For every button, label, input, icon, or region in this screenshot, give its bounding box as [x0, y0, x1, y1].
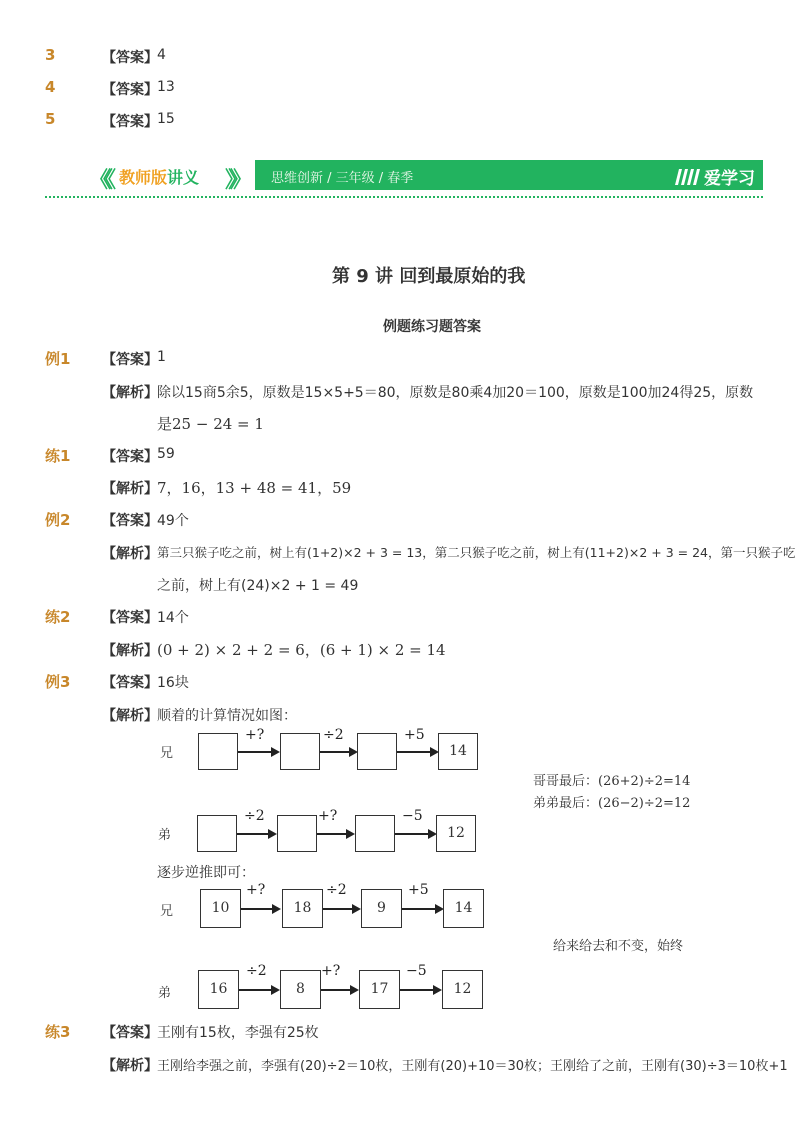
operation-label: +? — [321, 963, 341, 979]
operation-label: +? — [245, 727, 265, 743]
answer-value: 1 — [157, 349, 166, 365]
item-label: 例1 — [45, 350, 71, 368]
younger-label: 弟 — [158, 986, 172, 1001]
operation-label: ÷2 — [323, 727, 344, 743]
analysis-text: 第三只猴子吃之前，树上有(1+2)×2 + 3 = 13，第二只猴子吃之前，树上有(11+2)×2 + 3 = 24，第一只猴子吃 — [157, 545, 796, 560]
analysis-tag: 【解析】 — [102, 708, 158, 724]
answer-value: 王刚有15枚，李强有25枚 — [157, 1025, 319, 1041]
diagram-box — [197, 815, 237, 852]
operation-label: −5 — [406, 963, 427, 979]
analysis-tag: 【解析】 — [102, 643, 158, 659]
item-number: 4 — [45, 78, 56, 96]
diagram-box: 10 — [200, 889, 241, 928]
answer-value: 49个 — [157, 513, 189, 529]
arrow-icon — [237, 833, 275, 835]
banner-title: 教师版讲义 — [119, 168, 200, 187]
header-banner — [45, 160, 763, 193]
operation-label: +5 — [408, 882, 429, 898]
analysis-tag: 【解析】 — [102, 385, 158, 401]
answer-value: 13 — [157, 79, 175, 95]
answer-tag: 【答案】 — [102, 114, 158, 130]
section-title: 例题练习题答案 — [383, 319, 481, 335]
arrow-icon — [320, 751, 356, 753]
note-text: 哥哥最后：(26+2)÷2=14 — [533, 774, 691, 789]
analysis-text: 之前，树上有(24)×2 + 1 = 49 — [157, 578, 359, 594]
brother-label: 兄 — [160, 904, 174, 919]
lecture-title: 第 9 讲 回到最原始的我 — [332, 266, 526, 287]
brother-label: 兄 — [160, 746, 174, 761]
arrow-icon — [241, 908, 279, 910]
diagram-box: 12 — [442, 970, 483, 1009]
answer-tag: 【答案】 — [102, 513, 158, 529]
diagram-box — [198, 733, 238, 770]
analysis-text: 7，16，13 + 48 = 41，59 — [157, 479, 352, 497]
diagram-box — [277, 815, 317, 852]
logo-icon — [674, 168, 700, 186]
item-label: 例3 — [45, 673, 71, 691]
diagram-box: 8 — [280, 970, 321, 1009]
chevron-right-icon: 》》 — [225, 168, 247, 193]
answer-tag: 【答案】 — [102, 610, 158, 626]
item-label: 练1 — [45, 447, 71, 465]
operation-label: ÷2 — [246, 963, 267, 979]
analysis-text: 顺着的计算情况如图： — [157, 708, 297, 724]
arrow-icon — [239, 989, 278, 991]
analysis-text: 除以15商5余5，原数是15×5+5＝80，原数是80乘4加20＝100，原数是100加24得25，原数 — [157, 385, 754, 401]
chevron-left-icon: 《《 — [89, 168, 111, 193]
arrow-icon — [317, 833, 353, 835]
item-label: 例2 — [45, 511, 71, 529]
arrow-icon — [402, 908, 442, 910]
breadcrumb: 思维创新 / 三年级 / 春季 — [271, 171, 414, 186]
diagram-box: 14 — [443, 889, 484, 928]
operation-label: +? — [318, 808, 338, 824]
answer-value: 16块 — [157, 675, 189, 691]
brand-logo: 爱学习 — [674, 164, 755, 189]
operation-label: −5 — [402, 808, 423, 824]
diagram-box: 9 — [361, 889, 402, 928]
arrow-icon — [397, 751, 437, 753]
answer-tag: 【答案】 — [102, 82, 158, 98]
analysis-tag: 【解析】 — [102, 546, 158, 562]
analysis-text: 逐步逆推即可： — [157, 865, 255, 881]
operation-label: ÷2 — [244, 808, 265, 824]
operation-label: +? — [246, 882, 266, 898]
analysis-text: 是25 − 24 = 1 — [157, 415, 264, 433]
operation-label: ÷2 — [326, 882, 347, 898]
diagram-box: 18 — [282, 889, 323, 928]
item-label: 练3 — [45, 1023, 71, 1041]
item-number: 5 — [45, 110, 56, 128]
answer-value: 4 — [157, 47, 166, 63]
arrow-icon — [395, 833, 435, 835]
answer-tag: 【答案】 — [102, 449, 158, 465]
item-label: 练2 — [45, 608, 71, 626]
diagram-box: 16 — [198, 970, 239, 1009]
answer-tag: 【答案】 — [102, 352, 158, 368]
answer-value: 59 — [157, 446, 175, 462]
answer-tag: 【答案】 — [102, 1025, 158, 1041]
diagram-box — [357, 733, 397, 770]
diagram-box: 14 — [438, 733, 478, 770]
answer-value: 14个 — [157, 610, 189, 626]
note-text: 给来给去和不变，始终 — [553, 939, 684, 954]
note-text: 弟弟最后：(26−2)÷2=12 — [533, 796, 691, 811]
diagram-box — [355, 815, 395, 852]
analysis-text: 王刚给李强之前，李强有(20)÷2＝10枚，王刚有(20)+10＝30枚；王刚给了之前，王刚有(30)÷3＝10枚+1 — [157, 1059, 788, 1074]
banner-title-block — [45, 160, 255, 193]
analysis-tag: 【解析】 — [102, 1058, 158, 1074]
answer-value: 15 — [157, 111, 175, 127]
arrow-icon — [323, 908, 359, 910]
operation-label: +5 — [404, 727, 425, 743]
answer-tag: 【答案】 — [102, 50, 158, 66]
arrow-icon — [400, 989, 440, 991]
arrow-icon — [321, 989, 357, 991]
diagram-box: 17 — [359, 970, 400, 1009]
answer-tag: 【答案】 — [102, 675, 158, 691]
analysis-tag: 【解析】 — [102, 481, 158, 497]
younger-label: 弟 — [158, 828, 172, 843]
diagram-box — [280, 733, 320, 770]
banner-divider — [45, 196, 763, 198]
arrow-icon — [238, 751, 278, 753]
analysis-text: (0 + 2) × 2 + 2 = 6，(6 + 1) × 2 = 14 — [157, 641, 446, 659]
item-number: 3 — [45, 46, 56, 64]
diagram-box: 12 — [436, 815, 476, 852]
